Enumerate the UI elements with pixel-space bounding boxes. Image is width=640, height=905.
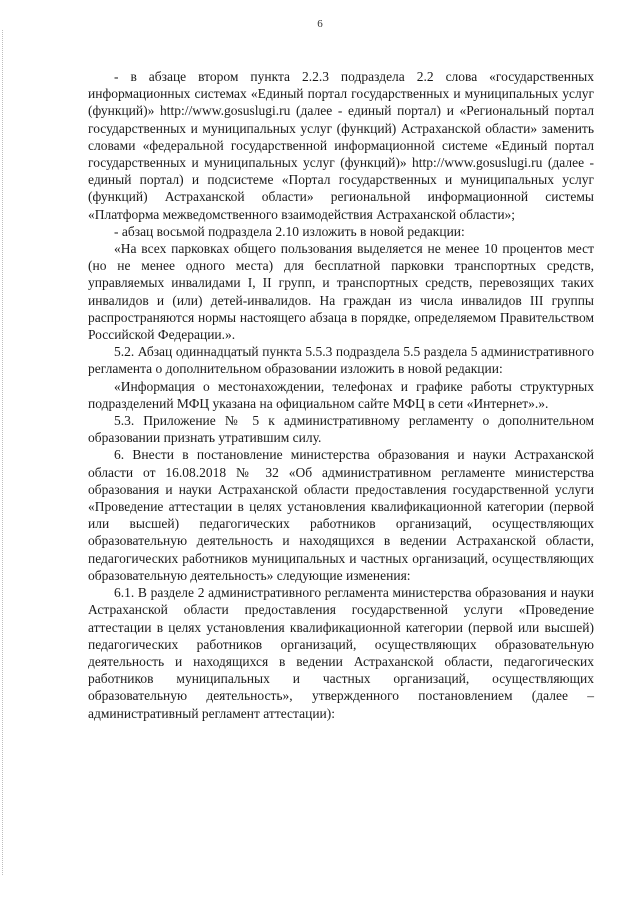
paragraph-mfc-quote: «Информация о местонахождении, телефонах и графике работы структурных подразделений МФЦ указана на официальном сайте МФЦ в сети «Интернет».». bbox=[88, 378, 594, 411]
paragraph-6-1: 6.1. В разделе 2 административного регламента министерства образования и науки Астраханской области предоставления государственной услуги «Проведение аттестации в целях установления квалификационной категории (первой или высшей) педагогических работников организаций, осуществляющих образовательную деятельность и находящихся в ведении Астраханской области, педагогических работников муниципальных и частных организаций, осуществляющих образовательную деятельность», утвержденного постановлением (далее – административный регламент аттестации): bbox=[88, 585, 594, 721]
scan-edge-artifact bbox=[2, 30, 4, 875]
page-number: 6 bbox=[317, 18, 323, 30]
paragraph-5-3: 5.3. Приложение № 5 к административному регламенту о дополнительном образовании признать утратившим силу. bbox=[88, 413, 594, 446]
paragraph-6: 6. Внести в постановление министерства образования и науки Астраханской области от 16.08.2018 № 32 «Об административном регламенте министерства образования и науки Астраханской области предоставления государственной услуги «Проведение аттестации в целях установления квалификационной категории (первой или высшей) педагогических работников организаций, осуществляющих образовательную деятельность и находящихся в ведении Астраханской области, педагогических работников муниципальных и частных организаций, осуществляющих образовательную деятельность» следующие изменения: bbox=[88, 447, 594, 583]
document-body bbox=[88, 68, 594, 722]
paragraph-parking-quote: «На всех парковках общего пользования выделяется не менее 10 процентов мест (но не менее одного места) для бесплатной парковки транспортных средств, управляемых инвалидами I, II групп, и транспортных средств, перевозящих таких инвалидов и (или) детей-инвалидов. На граждан из числа инвалидов III группы распространяются нормы настоящего абзаца в порядке, определяемом Правительством Российской Федерации.». bbox=[88, 241, 594, 343]
paragraph-5-2: 5.2. Абзац одиннадцатый пункта 5.5.3 подраздела 5.5 раздела 5 административного регламента о дополнительном образовании изложить в новой редакции: bbox=[88, 344, 594, 377]
paragraph-portal-replacement: - в абзаце втором пункта 2.2.3 подраздела 2.2 слова «государственных информационных системах «Единый портал государственных и муниципальных услуг (функций)» http://www.gosuslugi.ru (далее - единый портал) и «Региональный портал государственных и муниципальных услуг (функций) Астраханской области» заменить словами «федеральной государственной информационной системе «Единый портал государственных и муниципальных услуг (функций)» http://www.gosuslugi.ru (далее - единый портал) и подсистеме «Портал государственных и муниципальных услуг (функций) Астраханской области» региональной информационной системы «Платформа межведомственного взаимодействия Астраханской области»; bbox=[88, 69, 594, 222]
paragraph-2-10-intro: - абзац восьмой подраздела 2.10 изложить в новой редакции: bbox=[114, 223, 465, 239]
